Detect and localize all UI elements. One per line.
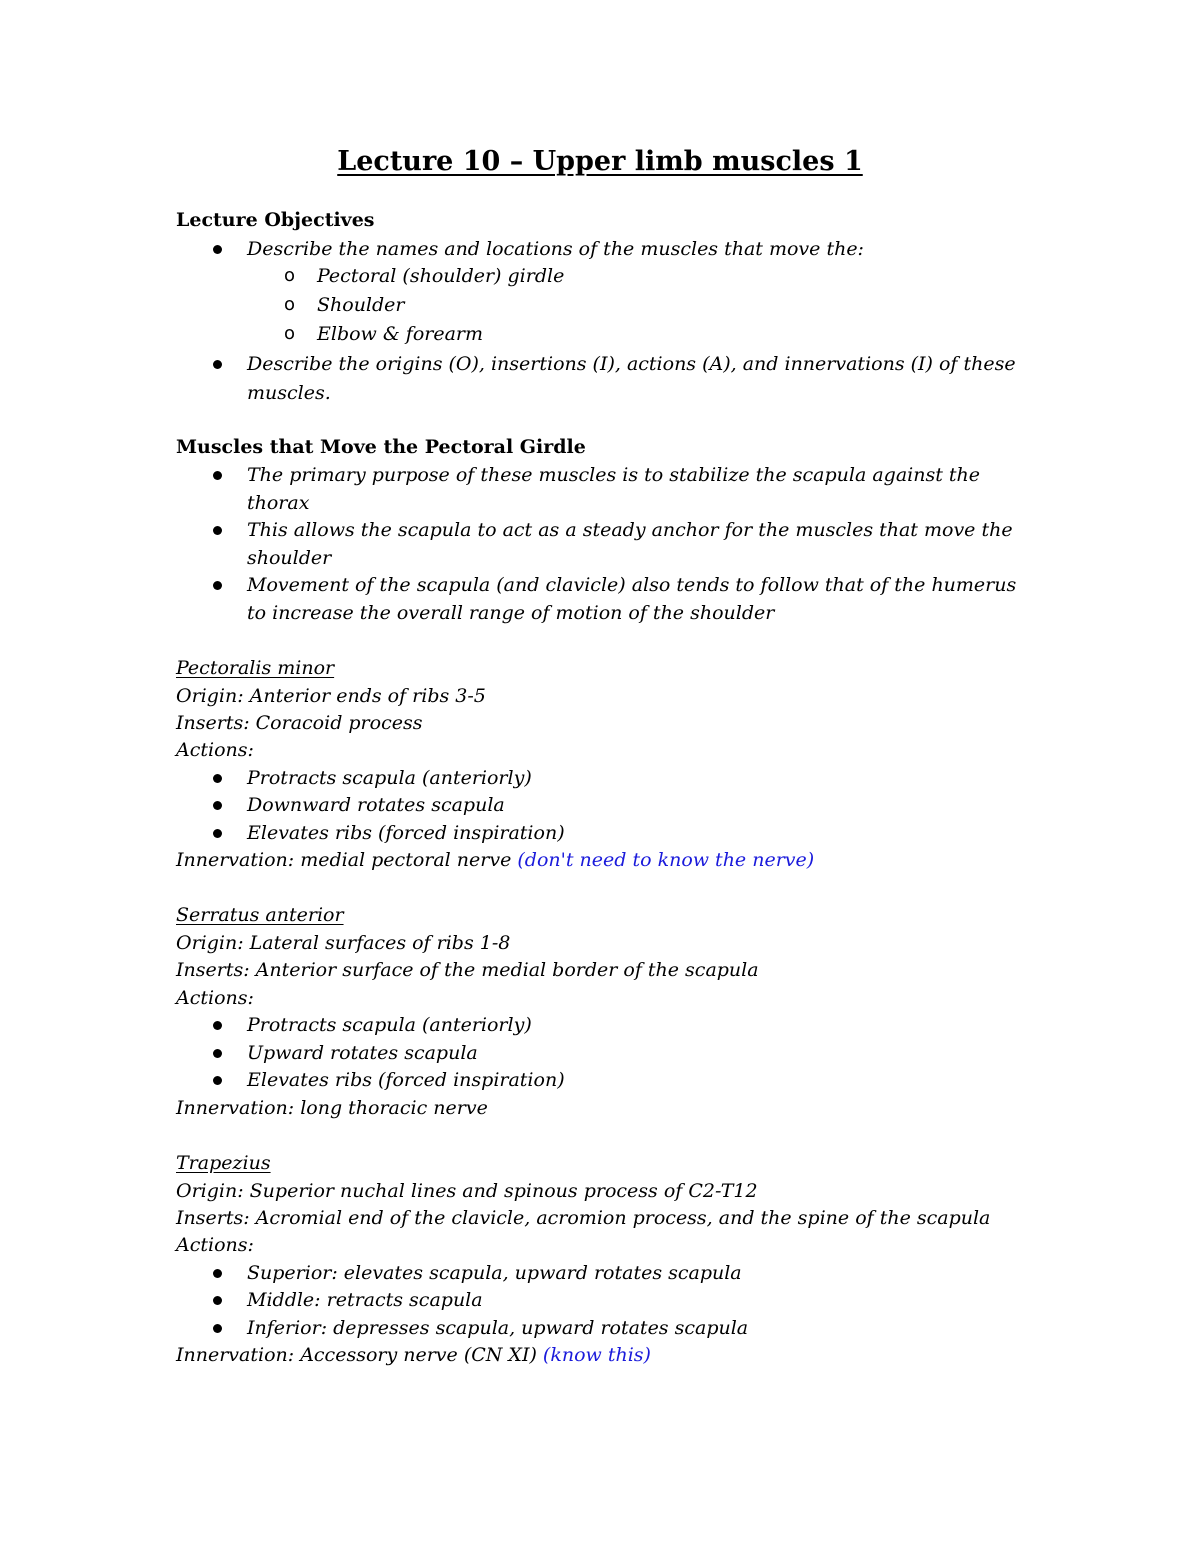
muscle-actions-label: Actions: (176, 987, 254, 1009)
page-title: Lecture 10 – Upper limb muscles 1 (337, 146, 863, 177)
muscle-origin: Origin: Anterior ends of ribs 3-5 (176, 685, 486, 707)
muscle-innervation (176, 847, 814, 873)
muscle-action: Protracts scapula (anteriorly) (247, 767, 532, 789)
girdle-bullet: Movement of the scapula (and clavicle) also tends to follow that of the humerus (247, 574, 1017, 596)
bullet-icon (213, 829, 222, 838)
girdle-bullet: The primary purpose of these muscles is to stabilize the scapula against the (247, 464, 981, 486)
bullet-icon (213, 1049, 222, 1058)
objective-item: Describe the origins (O), insertions (I), actions (A), and innervations (I) of these (247, 353, 1016, 375)
muscle-action: Protracts scapula (anteriorly) (247, 1014, 532, 1036)
bullet-icon (213, 360, 222, 369)
muscle-name-serratus-anterior: Serratus anterior (176, 904, 344, 926)
muscle-origin: Origin: Superior nuchal lines and spinous process of C2-T12 (176, 1180, 758, 1202)
bullet-icon (213, 471, 222, 480)
innervation-text: Innervation: Accessory nerve (CN XI) (176, 1344, 543, 1366)
muscle-innervation (176, 1342, 651, 1368)
muscle-action: Middle: retracts scapula (247, 1289, 483, 1311)
muscle-action: Elevates ribs (forced inspiration) (247, 822, 565, 844)
circle-bullet-icon: o (284, 265, 296, 286)
muscle-action: Upward rotates scapula (247, 1042, 478, 1064)
bullet-icon (213, 1296, 222, 1305)
girdle-bullet-continued: to increase the overall range of motion of the shoulder (247, 602, 775, 624)
girdle-bullet-continued: thorax (247, 492, 310, 514)
bullet-icon (213, 1324, 222, 1333)
objective-subitem: Shoulder (317, 294, 405, 316)
objective-subitem: Elbow & forearm (317, 323, 484, 345)
circle-bullet-icon: o (284, 323, 296, 344)
muscle-actions-label: Actions: (176, 1234, 254, 1256)
girdle-bullet-continued: shoulder (247, 547, 332, 569)
bullet-icon (213, 1021, 222, 1030)
girdle-bullet: This allows the scapula to act as a steady anchor for the muscles that move the (247, 519, 1013, 541)
muscle-insertion: Inserts: Anterior surface of the medial border of the scapula (176, 959, 759, 981)
muscle-name-trapezius: Trapezius (176, 1152, 271, 1174)
muscle-action: Superior: elevates scapula, upward rotates scapula (247, 1262, 742, 1284)
objectives-heading: Lecture Objectives (176, 209, 375, 231)
bullet-icon (213, 801, 222, 810)
muscle-action: Inferior: depresses scapula, upward rotates scapula (247, 1317, 749, 1339)
bullet-icon (213, 245, 222, 254)
objective-item: Describe the names and locations of the muscles that move the: (247, 238, 864, 260)
muscle-action: Downward rotates scapula (247, 794, 505, 816)
muscle-insertion: Inserts: Coracoid process (176, 712, 423, 734)
objective-subitem: Pectoral (shoulder) girdle (317, 265, 565, 287)
bullet-icon (213, 526, 222, 535)
innervation-note: (don't need to know the nerve) (517, 849, 815, 871)
objective-item-continued: muscles. (247, 382, 331, 404)
muscle-insertion: Inserts: Acromial end of the clavicle, acromion process, and the spine of the scapula (176, 1207, 991, 1229)
innervation-text: Innervation: medial pectoral nerve (176, 849, 518, 871)
muscle-actions-label: Actions: (176, 739, 254, 761)
muscle-innervation: Innervation: long thoracic nerve (176, 1097, 488, 1119)
bullet-icon (213, 1269, 222, 1278)
innervation-note: (know this) (542, 1344, 651, 1366)
bullet-icon (213, 1076, 222, 1085)
pectoral-girdle-heading: Muscles that Move the Pectoral Girdle (176, 436, 586, 458)
bullet-icon (213, 774, 222, 783)
circle-bullet-icon: o (284, 294, 296, 315)
muscle-origin: Origin: Lateral surfaces of ribs 1-8 (176, 932, 511, 954)
muscle-action: Elevates ribs (forced inspiration) (247, 1069, 565, 1091)
muscle-name-pectoralis-minor: Pectoralis minor (176, 657, 335, 679)
bullet-icon (213, 581, 222, 590)
